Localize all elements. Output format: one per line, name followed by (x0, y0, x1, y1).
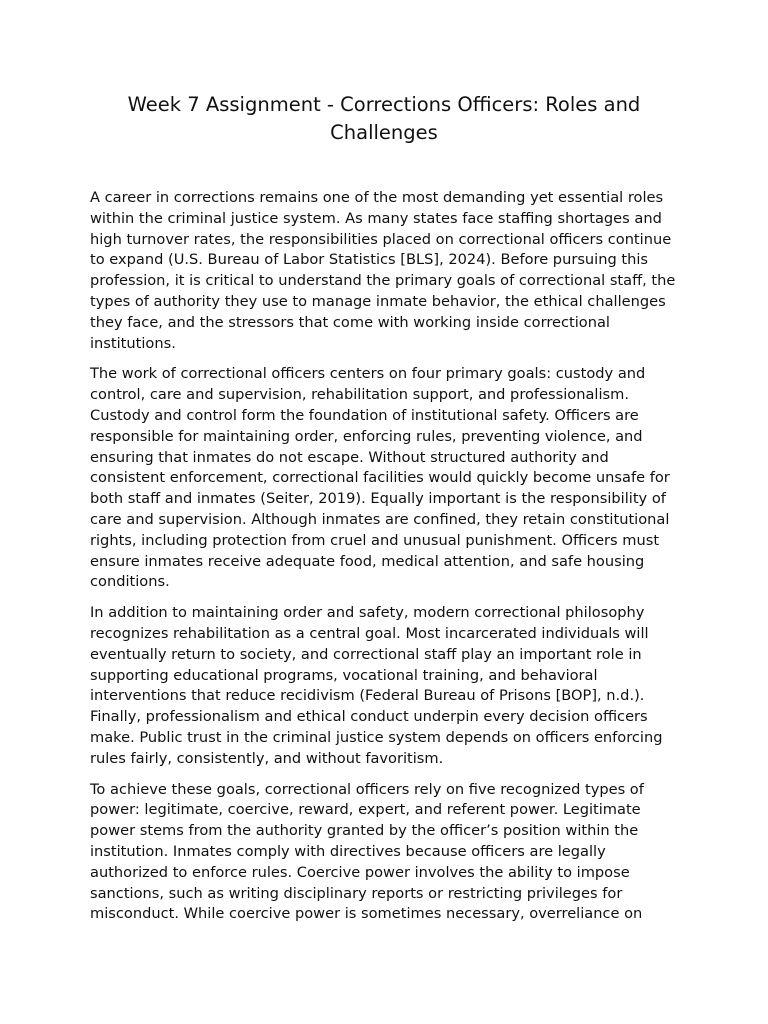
document-body (90, 188, 678, 935)
paragraph-intro: A career in corrections remains one of the most demanding yet essential roles within the criminal justice system. As many states face staffing shortages and high turnover rates, the responsibilities placed on correctional officers continue to expand (U.S. Bureau of Labor Statistics [BLS], 2024). Before pursuing this profession, it is critical to understand the primary goals of correctional staff, the types of authority they use to manage inmate behavior, the ethical challenges they face, and the stressors that come with working inside correctional institutions. (90, 189, 676, 352)
paragraph-types-of-power: To achieve these goals, correctional officers rely on five recognized types of power: legitimate, coercive, reward, expert, and referent power. Legitimate power stems from the authority granted by the officer’s position within the institution. Inmates comply with directives because officers are legally authorized to enforce rules. Coercive power involves the ability to impose sanctions, such as writing disciplinary reports or restricting privileges for misconduct. While coercive power is sometimes necessary, overreliance on (90, 780, 644, 923)
paragraph-primary-goals: The work of correctional officers centers on four primary goals: custody and control, care and supervision, rehabilitation support, and professionalism. Custody and control form the foundation of institutional safety. Officers are responsible for maintaining order, enforcing rules, preventing violence, and ensuring that inmates do not escape. Without structured authority and consistent enforcement, correctional facilities would quickly become unsafe for both staff and inmates (Seiter, 2019). Equally important is the responsibility of care and supervision. Although inmates are confined, they retain constitutional rights, including protection from cruel and unusual punishment. Officers must ensure inmates receive adequate food, medical attention, and safe housing conditions. (90, 365, 670, 591)
paragraph-rehabilitation: In addition to maintaining order and safety, modern correctional philosophy recognizes rehabilitation as a central goal. Most incarcerated individuals will eventually return to society, and correctional staff play an important role in supporting educational programs, vocational training, and behavioral interventions that reduce recidivism (Federal Bureau of Prisons [BOP], n.d.). Finally, professionalism and ethical conduct underpin every decision officers make. Public trust in the criminal justice system depends on officers enforcing rules fairly, consistently, and without favoritism. (90, 604, 663, 767)
document-title: Week 7 Assignment - Corrections Officers: Roles and Challenges (127, 93, 641, 144)
